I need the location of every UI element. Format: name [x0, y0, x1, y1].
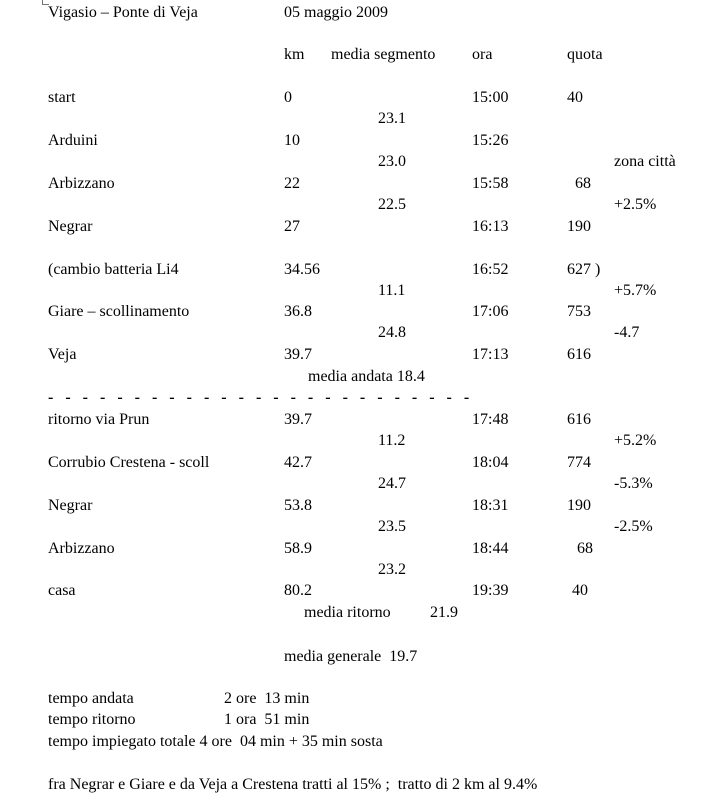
segment-note: -4.7: [614, 324, 640, 341]
segment-average: 23.2: [378, 561, 406, 578]
row-km: 39.7: [284, 411, 312, 428]
row-quota: 616: [567, 411, 591, 428]
row-km: 42.7: [284, 454, 312, 471]
row-place: Arbizzano: [48, 175, 115, 192]
row-km: 10: [284, 132, 300, 149]
tempo-andata-label: tempo andata: [48, 690, 134, 707]
row-quota: 40: [567, 89, 583, 106]
row-place: Negrar: [48, 218, 93, 235]
segment-average: 22.5: [378, 196, 406, 213]
row-km: 39.7: [284, 346, 312, 363]
segment-average: 23.0: [378, 153, 406, 170]
segment-note: +5.2%: [614, 432, 657, 449]
segment-average: 11.1: [378, 282, 406, 299]
row-ora: 17:13: [472, 346, 509, 363]
segment-average: 23.1: [378, 110, 406, 127]
tempo-andata-value: 2 ore 13 min: [224, 690, 310, 707]
row-ora: 19:39: [472, 582, 509, 599]
row-km: 27: [284, 218, 300, 235]
row-quota: 68: [577, 540, 593, 557]
row-ora: 15:00: [472, 89, 509, 106]
row-ora: 18:44: [472, 540, 509, 557]
media-ritorno-value: 21.9: [430, 604, 458, 621]
row-place: start: [48, 89, 76, 106]
media-andata: media andata 18.4: [308, 368, 425, 385]
row-quota: 616: [567, 346, 591, 363]
row-ora: 16:52: [472, 261, 509, 278]
row-km: 34.56: [284, 261, 320, 278]
segment-average: 24.7: [378, 475, 406, 492]
segment-note: zona città: [614, 153, 676, 170]
row-quota: 753: [567, 303, 591, 320]
row-km: 53.8: [284, 497, 312, 514]
column-quota: quota: [567, 46, 603, 63]
row-km: 58.9: [284, 540, 312, 557]
segment-note: +5.7%: [614, 282, 657, 299]
row-km: 36.8: [284, 303, 312, 320]
row-ora: 16:13: [472, 218, 509, 235]
route-title: Vigasio – Ponte di Veja: [48, 4, 198, 21]
media-generale: media generale 19.7: [284, 648, 418, 665]
row-place: (cambio batteria Li4: [48, 261, 179, 278]
footer-note: fra Negrar e Giare e da Veja a Crestena tratti al 15% ; tratto di 2 km al 9.4%: [48, 776, 538, 793]
row-place: Negrar: [48, 497, 93, 514]
tempo-totale: tempo impiegato totale 4 ore 04 min + 35 min sosta: [48, 733, 383, 750]
row-place: Corrubio Crestena - scoll: [48, 454, 210, 471]
segment-note: -2.5%: [614, 518, 653, 535]
segment-average: 24.8: [378, 324, 406, 341]
row-place: casa: [48, 582, 76, 599]
row-km: 80.2: [284, 582, 312, 599]
column-media-segmento: media segmento: [331, 46, 436, 63]
row-ora: 18:04: [472, 454, 509, 471]
row-place: Giare – scollinamento: [48, 303, 190, 320]
row-quota: 68: [575, 175, 591, 192]
media-ritorno-label: media ritorno: [304, 604, 391, 621]
row-ora: 15:58: [472, 175, 509, 192]
row-ora: 15:26: [472, 132, 509, 149]
row-quota: 774: [567, 454, 591, 471]
row-place: Arbizzano: [48, 540, 115, 557]
ride-date: 05 maggio 2009: [284, 4, 388, 21]
tempo-ritorno-value: 1 ora 51 min: [224, 711, 310, 728]
row-km: 0: [284, 89, 292, 106]
row-ora: 17:48: [472, 411, 509, 428]
row-quota: 627 ): [567, 261, 601, 278]
tempo-ritorno-label: tempo ritorno: [48, 711, 136, 728]
row-place: ritorno via Prun: [48, 411, 150, 428]
segment-average: 11.2: [378, 432, 406, 449]
row-quota: 40: [572, 582, 588, 599]
row-place: Veja: [48, 346, 77, 363]
column-km: km: [284, 46, 305, 63]
section-separator: - - - - - - - - - - - - - - - - - - - - - - - - -: [48, 389, 470, 406]
row-quota: 190: [567, 218, 591, 235]
column-ora: ora: [472, 46, 493, 63]
row-quota: 190: [567, 497, 591, 514]
segment-note: -5.3%: [614, 475, 653, 492]
segment-note: +2.5%: [614, 196, 657, 213]
row-ora: 17:06: [472, 303, 509, 320]
row-place: Arduini: [48, 132, 98, 149]
segment-average: 23.5: [378, 518, 406, 535]
row-ora: 18:31: [472, 497, 509, 514]
row-km: 22: [284, 175, 300, 192]
